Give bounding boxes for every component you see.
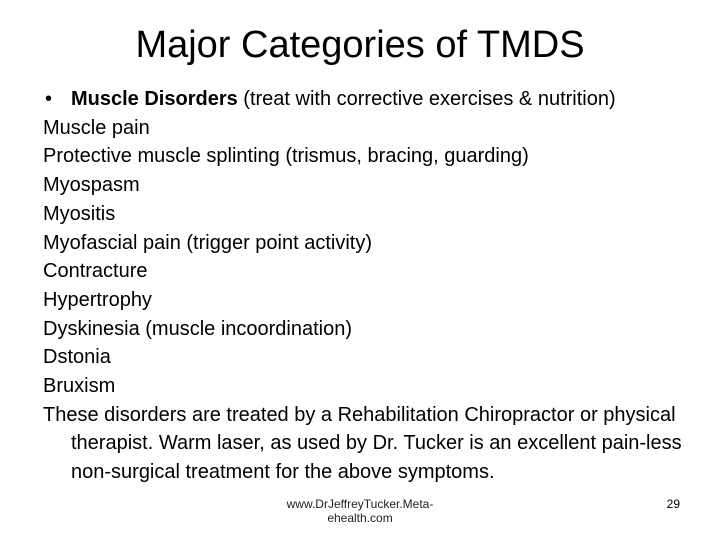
list-item: Protective muscle splinting (trismus, bracing, guarding) xyxy=(43,145,529,168)
list-item: Bruxism xyxy=(43,375,116,398)
bullet-lead: Muscle Disorders xyxy=(71,88,238,110)
list-item: Myositis xyxy=(43,202,116,225)
closing-paragraph: These disorders are treated by a Rehabilitation Chiropractor or physical therapist. Warm laser, as used by Dr. Tucker is an excellent pain-less non-surgical treatment for the above symptoms. xyxy=(43,403,682,484)
list-item: Dstonia xyxy=(43,346,111,369)
page-number: 29 xyxy=(666,497,680,511)
list-item: Hypertrophy xyxy=(43,288,152,311)
slide-body xyxy=(43,85,683,487)
list-item: Muscle pain xyxy=(43,116,150,139)
list-item: Myospasm xyxy=(43,174,140,197)
list-item: Myofascial pain (trigger point activity) xyxy=(43,231,373,254)
slide-title: Major Categories of TMDS xyxy=(135,24,585,66)
bullet-icon: • xyxy=(45,88,53,110)
bullet-rest: (treat with corrective exercises & nutrition) xyxy=(237,88,616,110)
bullet-muscle-disorders xyxy=(43,85,683,114)
footer-url: www.DrJeffreyTucker.Meta-ehealth.com xyxy=(286,497,434,525)
list-item: Dyskinesia (muscle incoordination) xyxy=(43,317,353,340)
list-item: Contracture xyxy=(43,260,148,283)
